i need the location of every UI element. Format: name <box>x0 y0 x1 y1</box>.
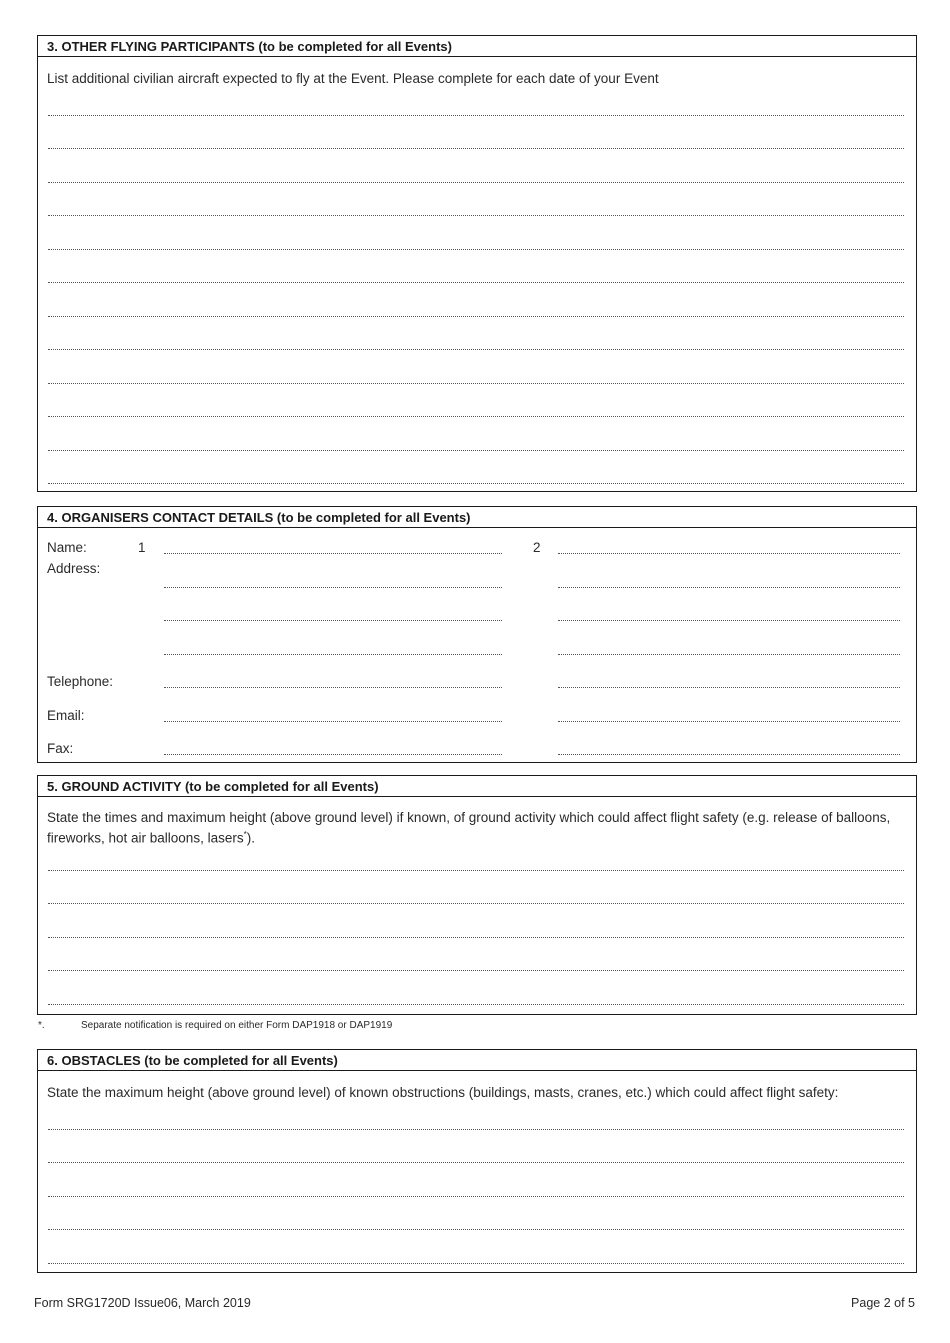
participant-line-3[interactable] <box>48 182 904 183</box>
form-identifier: Form SRG1720D Issue06, March 2019 <box>34 1296 251 1310</box>
participant-line-4[interactable] <box>48 215 904 216</box>
footnote-marker: * <box>243 830 247 839</box>
contact-2-address-line-3[interactable] <box>558 654 900 655</box>
fax-label: Fax: <box>47 741 74 756</box>
section-3-instructions: List additional civilian aircraft expected to fly at the Event. Please complete for each date of your Event <box>47 71 659 86</box>
obstacle-line-4[interactable] <box>48 1229 904 1230</box>
email-label: Email: <box>47 708 85 723</box>
contact-2-address-line-2[interactable] <box>558 620 900 621</box>
participant-line-10[interactable] <box>48 416 904 417</box>
contact-1-address-line-3[interactable] <box>164 654 502 655</box>
section-organisers-contact-details <box>37 506 917 763</box>
ground-activity-line-3[interactable] <box>48 937 904 938</box>
contact-2-number: 2 <box>533 540 541 555</box>
participant-line-11[interactable] <box>48 450 904 451</box>
telephone-label: Telephone: <box>47 674 114 689</box>
contact-1-address-line-1[interactable] <box>164 587 502 588</box>
participant-line-7[interactable] <box>48 316 904 317</box>
participant-line-12[interactable] <box>48 483 904 484</box>
section-5-instructions-text: State the times and maximum height (above ground level) if known, of ground activity which could affect flight safety (e.g. release of balloons, fireworks, hot air balloons, lasers <box>47 810 891 846</box>
participant-line-8[interactable] <box>48 349 904 350</box>
ground-activity-line-5[interactable] <box>48 1004 904 1005</box>
page-number: Page 2 of 5 <box>851 1296 915 1310</box>
contact-1-email-field[interactable] <box>164 721 502 722</box>
name-label: Name: <box>47 540 87 555</box>
footnote-asterisk: *. <box>38 1020 45 1031</box>
section-obstacles <box>37 1049 917 1273</box>
contact-2-fax-field[interactable] <box>558 754 900 755</box>
participant-line-5[interactable] <box>48 249 904 250</box>
participant-line-2[interactable] <box>48 148 904 149</box>
contact-1-address-line-2[interactable] <box>164 620 502 621</box>
contact-2-telephone-field[interactable] <box>558 687 900 688</box>
obstacle-line-2[interactable] <box>48 1162 904 1163</box>
participant-line-1[interactable] <box>48 115 904 116</box>
contact-1-name-field[interactable] <box>164 553 502 554</box>
contact-1-telephone-field[interactable] <box>164 687 502 688</box>
section-3-heading: 3. OTHER FLYING PARTICIPANTS (to be completed for all Events) <box>38 36 916 57</box>
footnote-text: Separate notification is required on either Form DAP1918 or DAP1919 <box>81 1020 393 1031</box>
address-label: Address: <box>47 561 101 576</box>
section-5-heading: 5. GROUND ACTIVITY (to be completed for all Events) <box>38 776 916 797</box>
ground-activity-line-4[interactable] <box>48 970 904 971</box>
ground-activity-line-1[interactable] <box>48 870 904 871</box>
section-5-instructions-end: ). <box>246 830 255 846</box>
contact-2-address-line-1[interactable] <box>558 587 900 588</box>
contact-1-number: 1 <box>138 540 146 555</box>
contact-2-email-field[interactable] <box>558 721 900 722</box>
participant-line-6[interactable] <box>48 282 904 283</box>
contact-2-name-field[interactable] <box>558 553 900 554</box>
obstacle-line-5[interactable] <box>48 1263 904 1264</box>
section-5-instructions <box>47 809 896 847</box>
section-ground-activity <box>37 775 917 1015</box>
contact-1-fax-field[interactable] <box>164 754 502 755</box>
section-6-heading: 6. OBSTACLES (to be completed for all Events) <box>38 1050 916 1071</box>
obstacle-line-1[interactable] <box>48 1129 904 1130</box>
ground-activity-line-2[interactable] <box>48 903 904 904</box>
participant-line-9[interactable] <box>48 383 904 384</box>
section-6-instructions: State the maximum height (above ground level) of known obstructions (buildings, masts, cranes, etc.) which could affect flight safety: <box>47 1085 839 1100</box>
section-other-flying-participants <box>37 35 917 492</box>
obstacle-line-3[interactable] <box>48 1196 904 1197</box>
section-4-heading: 4. ORGANISERS CONTACT DETAILS (to be completed for all Events) <box>38 507 916 528</box>
